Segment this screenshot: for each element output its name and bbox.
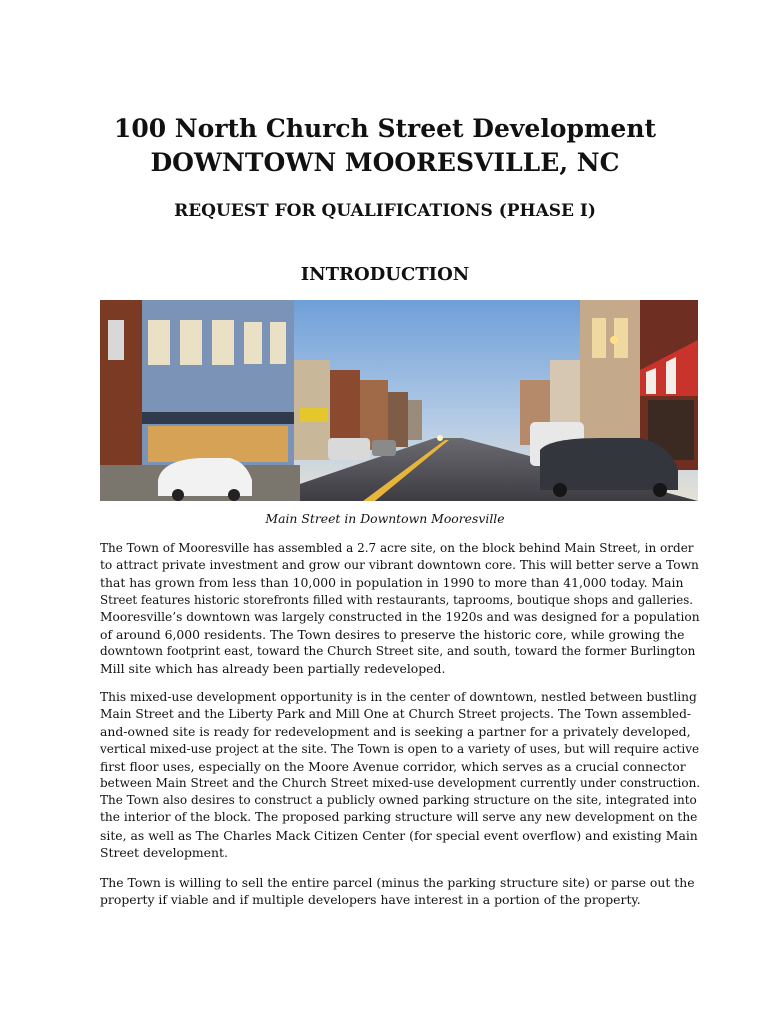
paragraph-line: vertical mixed-use project at the site. The Town is open to a variety of uses, but will require active [100, 741, 700, 756]
paragraph-line: Street development. [100, 844, 228, 860]
paragraph-line: site, as well as The Charles Mack Citizen Center (for special event overflow) and existing Main [100, 827, 698, 843]
paragraph-line: and-owned site is ready for redevelopment and is seeking a partner for a privately developed, [100, 724, 691, 740]
paragraph-line: The Town of Mooresville has assembled a 2.7 acre site, on the block behind Main Street, in order [100, 541, 694, 555]
paragraph-line: Street features historic storefronts filled with restaurants, taprooms, boutique shops and galleries. [100, 592, 694, 607]
paragraph-line: property if viable and if multiple developers have interest in a portion of the property. [100, 892, 641, 908]
document-title-line1: 100 North Church Street Development [113, 114, 657, 143]
paragraph-line: to attract private investment and grow our vibrant downtown core. This will better serve a Town [100, 558, 699, 573]
main-street-photo [100, 300, 698, 501]
paragraph-line: that has grown from less than 10,000 in population in 1990 to more than 41,000 today. Main [100, 575, 684, 591]
paragraph-line: the interior of the block. The proposed parking structure will serve any new development on the [100, 810, 698, 825]
photo-caption: Main Street in Downtown Mooresville [265, 511, 505, 526]
paragraph-line: between Main Street and the Church Street mixed-use development currently under construction. [100, 776, 701, 791]
paragraph-line: The Town is willing to sell the entire parcel (minus the parking structure site) or parse out the [100, 875, 695, 890]
paragraph-line: of around 6,000 residents. The Town desires to preserve the historic core, while growing the [100, 627, 685, 643]
paragraph-line: first floor uses, especially on the Moore Avenue corridor, which serves as a crucial connector [100, 758, 686, 774]
paragraph-1 [100, 540, 700, 678]
document-title-line2: DOWNTOWN MOORESVILLE, NC [150, 148, 620, 177]
paragraph-line: The Town also desires to construct a publicly owned parking structure on the site, integrated into [100, 793, 697, 808]
paragraph-line: Main Street and the Liberty Park and Mill One at Church Street projects. The Town assembled- [100, 707, 692, 722]
paragraph-3 [100, 874, 700, 908]
paragraph-line: This mixed-use development opportunity is in the center of downtown, nestled between bustling [100, 690, 697, 704]
paragraph-2 [100, 689, 700, 861]
paragraph-line: Mill site which has already been partially redeveloped. [100, 661, 446, 677]
paragraph-line: downtown footprint east, toward the Church Street site, and south, toward the former Burlington [100, 644, 696, 659]
document-subtitle: REQUEST FOR QUALIFICATIONS (PHASE I) [174, 201, 596, 221]
paragraph-line: Mooresville’s downtown was largely constructed in the 1920s and was designed for a population [100, 609, 700, 624]
section-heading: INTRODUCTION [300, 264, 470, 285]
